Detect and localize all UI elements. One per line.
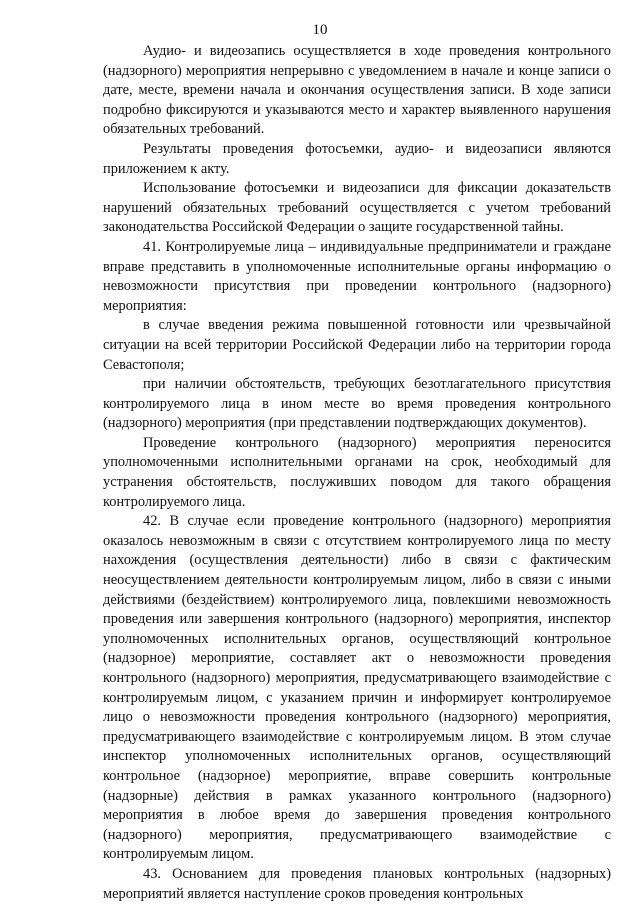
paragraph-41-circumstances: при наличии обстоятельств, требующих безотлагательного присутствия контролируемого лица в ином месте во время проведения контрольного (надзорного) мероприятия (при представлении подтверждающих документов).	[103, 376, 611, 432]
paragraph-recording: Аудио- и видеозапись осуществляется в ходе проведения контрольного (надзорного) мероприятия непрерывно с уведомлением в начале и конце записи о дате, месте, времени начала и окончания осуществления записи. В ходе записи подробно фиксируются и указываются место и характер выявленного нарушения обязательных требований.	[103, 43, 611, 138]
paragraph-41: 41. Контролируемые лица – индивидуальные предприниматели и граждане вправе представить в уполномоченные исполнительные органы информацию о невозможности присутствия при проведении контрольного (надзорного) мероприятия:	[103, 238, 611, 314]
paragraph-41-emergency: в случае введения режима повышенной готовности или чрезвычайной ситуации на всей территории Российской Федерации либо на территории города Севастополя;	[103, 317, 611, 373]
paragraph-attachment: Результаты проведения фотосъемки, аудио- и видеозаписи являются приложением к акту.	[103, 140, 611, 177]
paragraph-43: 43. Основанием для проведения плановых контрольных (надзорных) мероприятий является наступление сроков проведения контрольных	[103, 865, 611, 902]
document-body	[103, 42, 611, 904]
paragraph-42: 42. В случае если проведение контрольного (надзорного) мероприятия оказалось невозможным в связи с отсутствием контролируемого лица по месту нахождения (осуществления деятельности) либо в связи с фактическим неосуществлением деятельности контролируемым лицом, либо в связи с иными действиями (бездействием) контролируемого лица, повлекшими невозможность проведения или завершения контрольного (надзорного) мероприятия, инспектор уполномоченных исполнительных органов, осуществляющий контрольное (надзорное) мероприятие, составляет акт о невозможности проведения контрольного (надзорного) мероприятия, предусматривающего взаимодействие с контролируемым лицом, с указанием причин и информирует контролируемое лицо о невозможности проведения контрольного (надзорного) мероприятия, предусматривающего взаимодействие с контролируемым лицом. В этом случае инспектор уполномоченных исполнительных органов, осуществляющий контрольное (надзорное) мероприятие, вправе совершить контрольные (надзорные) действия в рамках указанного контрольного (надзорного) мероприятия в любое время до завершения проведения контрольного (надзорного) мероприятия, предусматривающего взаимодействие с контролируемым лицом.	[103, 513, 611, 863]
paragraph-41-postponement: Проведение контрольного (надзорного) мероприятия переносится уполномоченными исполнительными органами на срок, необходимый для устранения обстоятельств, послуживших поводом для такого обращения контролируемого лица.	[103, 434, 611, 510]
page-number: 10	[312, 22, 328, 38]
paragraph-state-secret: Использование фотосъемки и видеозаписи для фиксации доказательств нарушений обязательных требований осуществляется с учетом требований законодательства Российской Федерации о защите государственной тайны.	[103, 180, 611, 236]
